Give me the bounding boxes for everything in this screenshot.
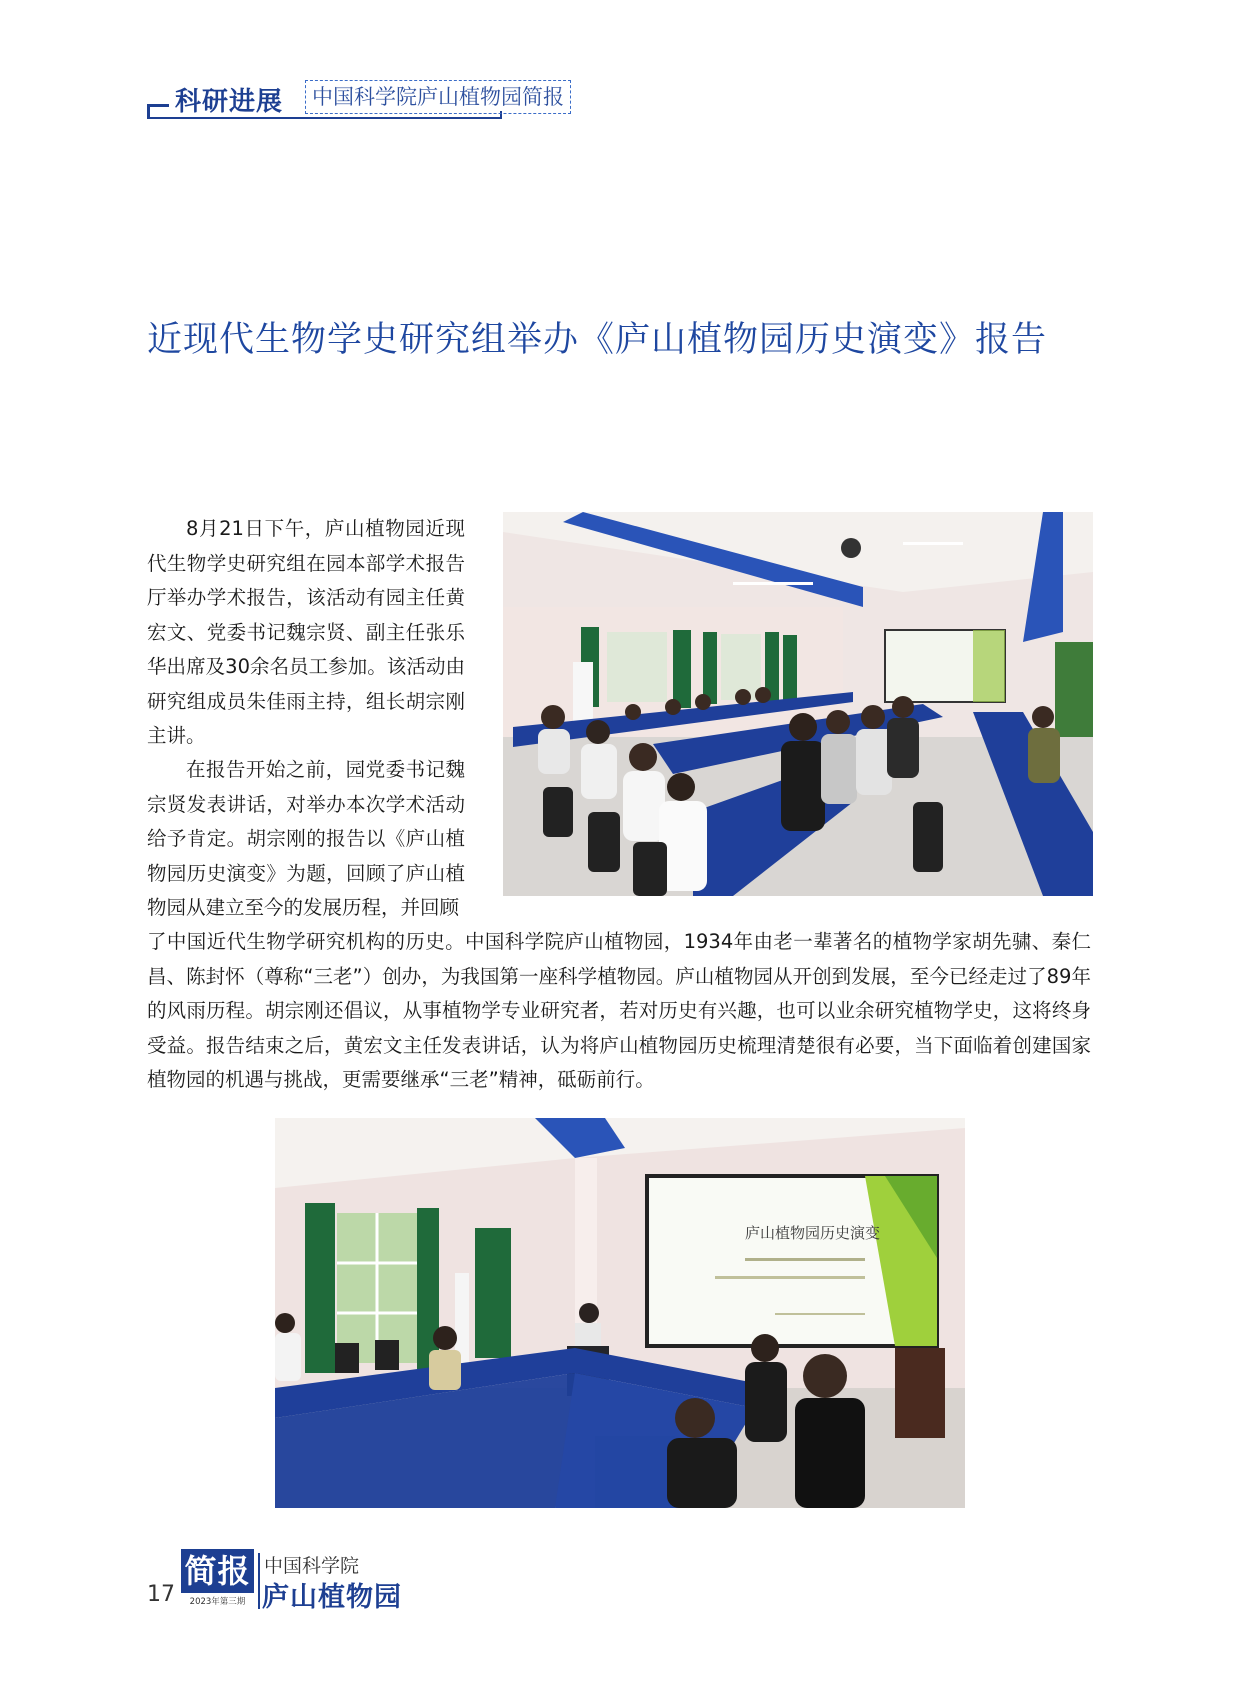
article-paragraph-2-part-1: 在报告开始之前，园党委书记魏宗贤发表讲话，对举办本次学术活动给予肯定。胡宗刚的报告以《庐山植物园历史演变》为题，回顾了庐山植物园从建立至今的发展历程，并回顾 — [147, 758, 465, 919]
article-paragraph-1: 8月21日下午，庐山植物园近现代生物学史研究组在园本部学术报告厅举办学术报告，该活动有园主任黄宏文、党委书记魏宗贤、副主任张乐华出席及30余名员工参加。该活动由研究组成员朱佳雨主持，组长胡宗刚主讲。 — [147, 517, 465, 747]
logo-garden-name: 庐山植物园 — [262, 1582, 402, 1613]
lecture-hall-photo-1 — [503, 512, 1093, 896]
bulletin-logo: 简报 — [181, 1549, 254, 1593]
article-paragraph-2-part-2: 了中国近代生物学研究机构的历史。中国科学院庐山植物园，1934年由老一辈著名的植物学家胡先骕、秦仁昌、陈封怀（尊称“三老”）创办，为我国第一座科学植物园。庐山植物园从开创到发展，至今已经走过了89年的风雨历程。胡宗刚还倡议，从事植物学专业研究者，若对历史有兴趣，也可以业余研究植物学史，这将终身受益。报告结束之后，黄宏文主任发表讲话，认为将庐山植物园历史梳理清楚很有必要，当下面临着创建国家植物园的机遇与挑战，更需要继承“三老”精神，砥砺前行。 — [147, 930, 1091, 1091]
page-number: 17 — [147, 1582, 175, 1607]
lecture-hall-photo-2 — [275, 1118, 965, 1508]
publication-name: 中国科学院庐山植物园简报 — [305, 80, 571, 114]
article-title: 近现代生物学史研究组举办《庐山植物园历史演变》报告 — [147, 320, 1048, 360]
section-header — [147, 78, 567, 122]
bulletin-issue: 2023年第三期 — [189, 1597, 246, 1607]
section-label: 科研进展 — [175, 87, 284, 117]
header-bracket-tick — [147, 104, 169, 107]
slide-title: 庐山植物园历史演变 — [745, 1224, 881, 1242]
logo-organization: 中国科学院 — [264, 1555, 360, 1577]
logo-divider — [258, 1553, 260, 1609]
